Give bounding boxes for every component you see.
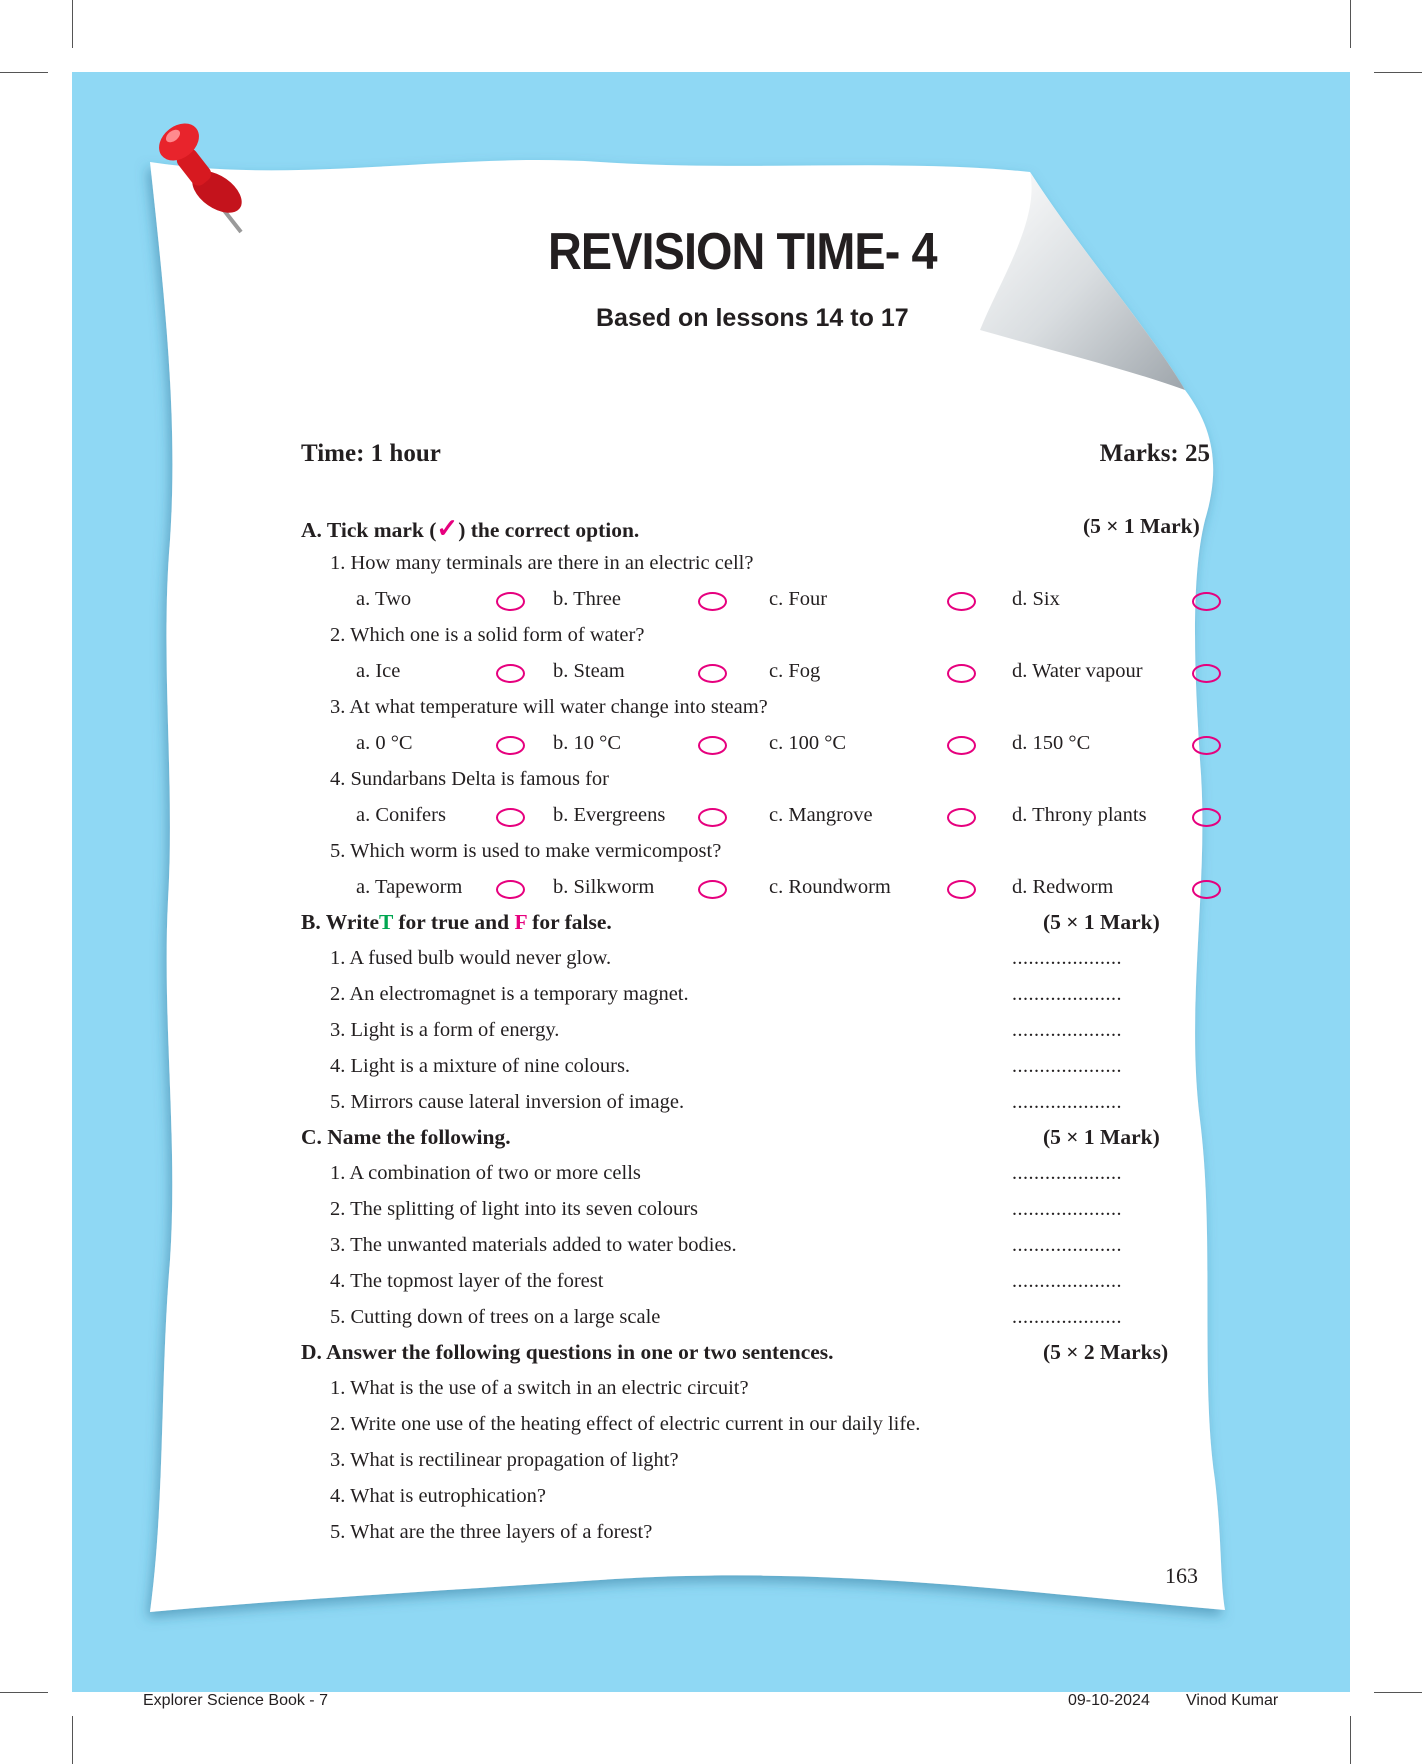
section-b-heading-pre: B. Write [301, 910, 380, 934]
option-b: b. Steam [553, 660, 625, 682]
answer-oval-a[interactable] [496, 664, 525, 683]
answer-oval-d[interactable] [1192, 736, 1221, 755]
answer-oval-c[interactable] [947, 664, 976, 683]
question-text: 4. Sundarbans Delta is famous for [330, 768, 609, 790]
list-item: 2. An electromagnet is a temporary magnet. [330, 983, 689, 1005]
answer-oval-d[interactable] [1192, 808, 1221, 827]
answer-oval-b[interactable] [698, 880, 727, 899]
option-c: c. Fog [769, 660, 821, 682]
list-item: 5. What are the three layers of a forest? [330, 1521, 653, 1543]
answer-blank[interactable]: .................... [1012, 1198, 1122, 1220]
footer-book: Explorer Science Book - 7 [143, 1692, 328, 1709]
option-d: d. Six [1012, 588, 1060, 610]
option-c: c. 100 °C [769, 732, 847, 754]
section-b-heading [301, 910, 612, 935]
answer-blank[interactable]: .................... [1012, 1091, 1122, 1113]
list-item: 5. Cutting down of trees on a large scale [330, 1306, 661, 1328]
list-item: 3. Light is a form of energy. [330, 1019, 560, 1041]
option-a: a. Tapeworm [356, 876, 463, 898]
option-a: a. 0 °C [356, 732, 413, 754]
answer-oval-c[interactable] [947, 808, 976, 827]
option-a: a. Two [356, 588, 412, 610]
section-a-marks: (5 × 1 Mark) [1083, 514, 1200, 538]
list-item: 4. The topmost layer of the forest [330, 1270, 604, 1292]
page-number: 163 [1165, 1563, 1198, 1588]
list-item: 1. A fused bulb would never glow. [330, 947, 612, 969]
push-pin-icon [155, 118, 255, 238]
page-title: REVISION TIME- 4 [548, 223, 937, 281]
list-item: 4. Light is a mixture of nine colours. [330, 1055, 631, 1077]
answer-oval-c[interactable] [947, 736, 976, 755]
answer-blank[interactable]: .................... [1012, 1019, 1122, 1041]
answer-blank[interactable]: .................... [1012, 1270, 1122, 1292]
option-b: b. 10 °C [553, 732, 621, 754]
option-b: b. Evergreens [553, 804, 666, 826]
answer-oval-a[interactable] [496, 808, 525, 827]
answer-blank[interactable]: .................... [1012, 1055, 1122, 1077]
option-c: c. Mangrove [769, 804, 873, 826]
section-a-heading [301, 514, 639, 544]
question-text: 2. Which one is a solid form of water? [330, 624, 645, 646]
list-item: 3. What is rectilinear propagation of light? [330, 1449, 679, 1471]
tick-icon: ✓ [436, 514, 459, 543]
question-text: 3. At what temperature will water change into steam? [330, 696, 768, 718]
answer-oval-a[interactable] [496, 880, 525, 899]
option-d: d. Water vapour [1012, 660, 1143, 682]
answer-blank[interactable]: .................... [1012, 947, 1122, 969]
option-d: d. 150 °C [1012, 732, 1091, 754]
question-text: 1. How many terminals are there in an electric cell? [330, 552, 754, 574]
page-subtitle: Based on lessons 14 to 17 [596, 304, 909, 332]
answer-blank[interactable]: .................... [1012, 1162, 1122, 1184]
option-d: d. Throny plants [1012, 804, 1147, 826]
section-c-marks: (5 × 1 Mark) [1043, 1125, 1160, 1149]
section-a-heading-post: ) the correct option. [458, 518, 640, 542]
option-a: a. Ice [356, 660, 401, 682]
section-b-heading-post: for false. [526, 910, 612, 934]
option-c: c. Four [769, 588, 828, 610]
answer-oval-d[interactable] [1192, 664, 1221, 683]
section-a-heading-pre: A. Tick mark ( [301, 518, 437, 542]
list-item: 5. Mirrors cause lateral inversion of image. [330, 1091, 685, 1113]
marks-total-label: Marks: 25 [1099, 440, 1210, 467]
section-d-heading: D. Answer the following questions in one or two sentences. [301, 1340, 834, 1364]
list-item: 3. The unwanted materials added to water bodies. [330, 1234, 737, 1256]
time-label: Time: 1 hour [301, 440, 441, 467]
answer-blank[interactable]: .................... [1012, 1234, 1122, 1256]
option-d: d. Redworm [1012, 876, 1114, 898]
answer-oval-b[interactable] [698, 664, 727, 683]
footer-author: Vinod Kumar [1186, 1692, 1279, 1709]
list-item: 1. A combination of two or more cells [330, 1162, 641, 1184]
answer-blank[interactable]: .................... [1012, 983, 1122, 1005]
option-b: b. Silkworm [553, 876, 655, 898]
section-b-marks: (5 × 1 Mark) [1043, 910, 1160, 934]
list-item: 2. The splitting of light into its seven colours [330, 1198, 699, 1220]
false-letter: F [514, 910, 527, 934]
answer-oval-d[interactable] [1192, 880, 1221, 899]
section-c-heading: C. Name the following. [301, 1125, 511, 1149]
answer-oval-b[interactable] [698, 592, 727, 611]
answer-oval-b[interactable] [698, 808, 727, 827]
option-b: b. Three [553, 588, 621, 610]
answer-blank[interactable]: .................... [1012, 1306, 1122, 1328]
answer-oval-d[interactable] [1192, 592, 1221, 611]
answer-oval-c[interactable] [947, 592, 976, 611]
answer-oval-c[interactable] [947, 880, 976, 899]
footer-date: 09-10-2024 [1068, 1692, 1150, 1709]
option-c: c. Roundworm [769, 876, 891, 898]
option-a: a. Conifers [356, 804, 446, 826]
question-text: 5. Which worm is used to make vermicompost? [330, 840, 722, 862]
list-item: 1. What is the use of a switch in an electric circuit? [330, 1377, 749, 1399]
true-letter: T [379, 910, 393, 934]
list-item: 2. Write one use of the heating effect of electric current in our daily life. [330, 1413, 921, 1435]
answer-oval-b[interactable] [698, 736, 727, 755]
answer-oval-a[interactable] [496, 592, 525, 611]
list-item: 4. What is eutrophication? [330, 1485, 546, 1507]
answer-oval-a[interactable] [496, 736, 525, 755]
section-b-heading-mid: for true and [393, 910, 515, 934]
section-d-marks: (5 × 2 Marks) [1043, 1340, 1169, 1364]
